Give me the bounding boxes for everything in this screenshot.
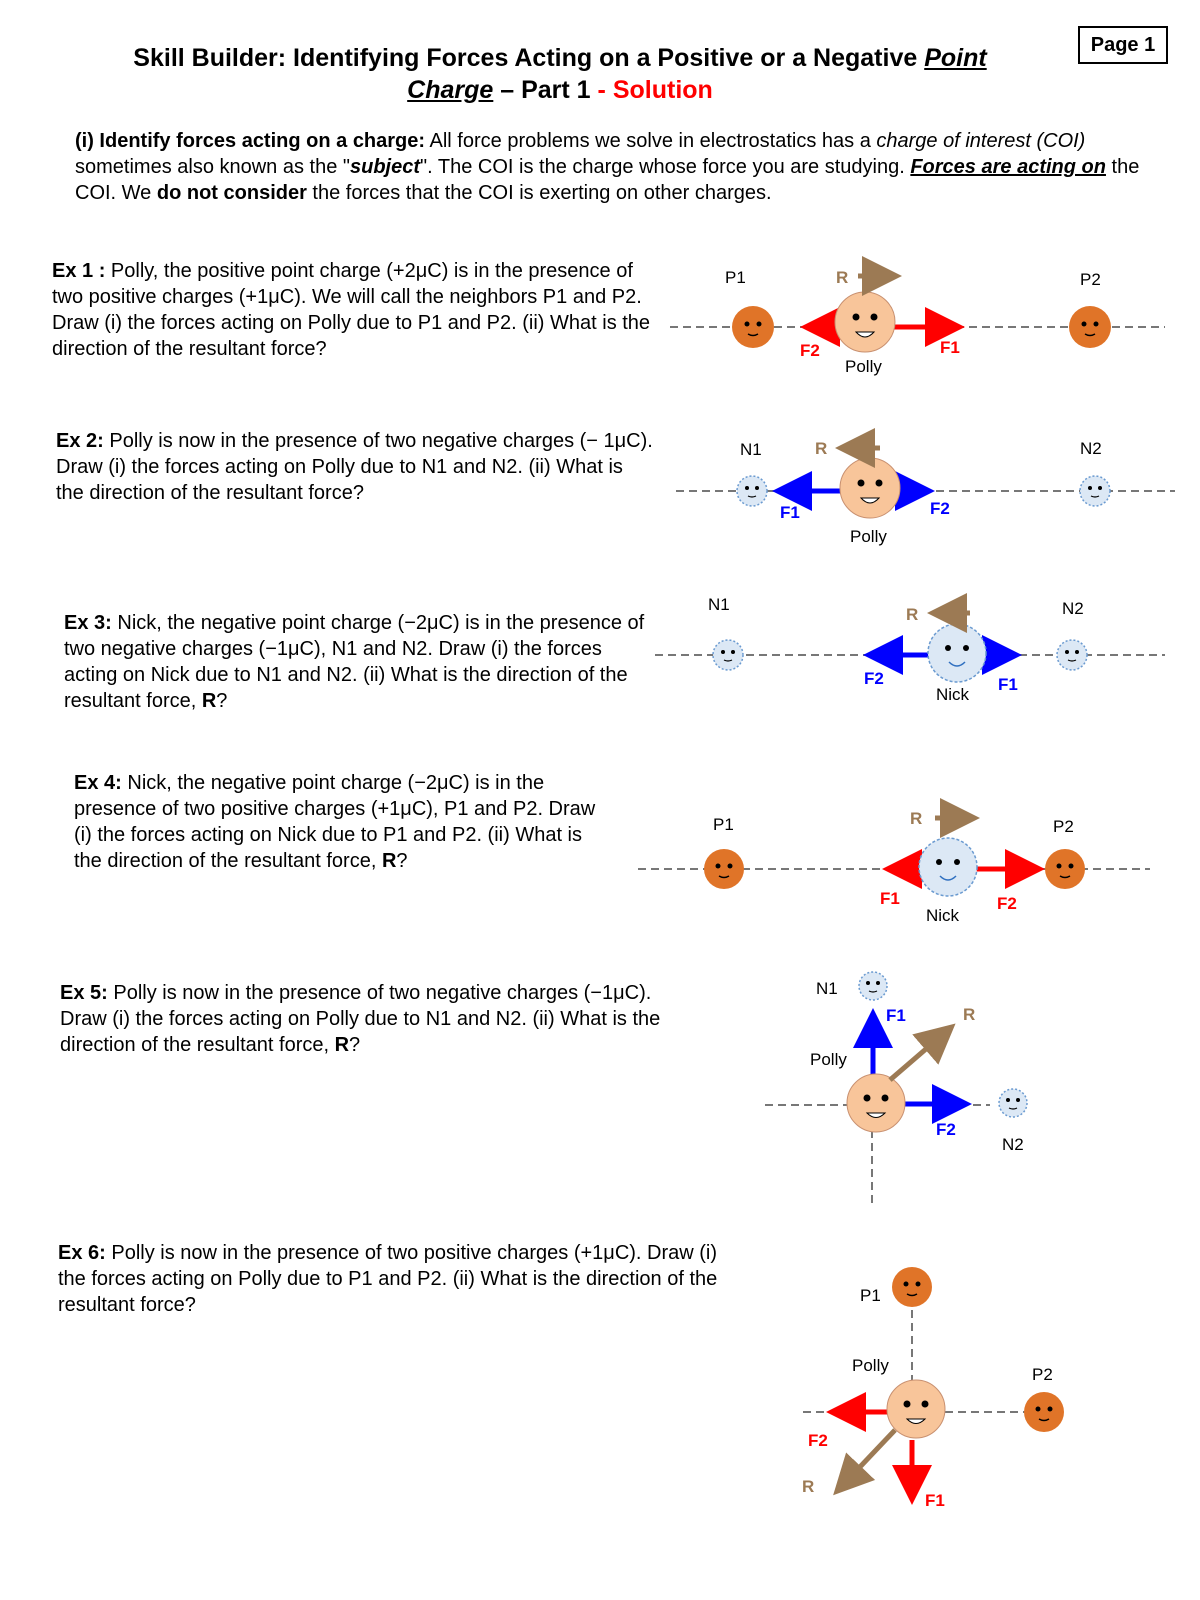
page-number-badge: Page 1 (1078, 26, 1168, 64)
intro-lead: (i) Identify forces acting on a charge: (75, 130, 426, 152)
example-4-tail: ? (396, 850, 408, 872)
example-3-body: Nick, the negative point charge (−2μC) is in the presence of two negative charges (−1μC), N1 and N2. Draw (i) the forces acting on Nick due to N1 and N2. (ii) What is the direction of the resultant force, (64, 612, 645, 712)
p1-label: P1 (860, 1286, 881, 1305)
intro-text-3: sometimes also known as the " (75, 156, 350, 178)
title-charge: Charge (407, 76, 494, 104)
title-part: – Part 1 (493, 76, 598, 104)
figure-ex1 (670, 268, 1165, 376)
intro-text-6: the COI. We (75, 156, 1140, 204)
intro-term-coi: charge of interest (876, 130, 1031, 152)
r-label: R (963, 1005, 976, 1024)
n2-label: N2 (1080, 439, 1102, 458)
n2-charge (1057, 640, 1087, 670)
polly-label: Polly (810, 1050, 847, 1069)
example-4-r: R (381, 850, 397, 872)
intro-term-subject: subject (350, 156, 421, 178)
nick-charge (919, 838, 977, 896)
f1-label: F1 (925, 1491, 945, 1510)
title-solution: Solution (612, 76, 713, 104)
f2-label: F2 (864, 669, 884, 688)
p1-charge (704, 849, 744, 889)
polly-charge (840, 458, 900, 518)
f1-label: F1 (998, 675, 1018, 694)
p2-charge (1069, 306, 1111, 348)
f1-label: F1 (880, 889, 900, 908)
example-4-label: Ex 4: (74, 772, 122, 794)
resultant-arrow (890, 1030, 948, 1080)
p1-label: P1 (713, 815, 734, 834)
n1-label: N1 (740, 440, 762, 459)
r-label: R (906, 605, 919, 624)
title-point: Point (924, 44, 987, 72)
polly-charge (835, 292, 895, 352)
figure-ex2 (676, 439, 1175, 546)
n1-charge (859, 972, 887, 1000)
intro-text-1: All force problems we solve in electrostatics has a (425, 130, 877, 152)
example-3-label: Ex 3: (64, 612, 112, 634)
r-label: R (815, 439, 828, 458)
figure-ex3 (655, 595, 1165, 704)
polly-charge (847, 1074, 905, 1132)
polly-charge (887, 1380, 945, 1438)
r-label: R (802, 1477, 815, 1496)
title-line1: Skill Builder: Identifying Forces Acting on a Positive or a Negative (133, 44, 925, 72)
p2-label: P2 (1080, 270, 1101, 289)
p2-label: P2 (1032, 1365, 1053, 1384)
example-2-body: Polly is now in the presence of two negative charges (− 1μC). Draw (i) the forces acting on Polly due to N1 and N2. (ii) What is the direction of the resultant force? (56, 430, 653, 504)
intro-emphasis-forces: Forces are acting on (910, 156, 1106, 178)
example-1-label: Ex 1 : (52, 260, 106, 282)
polly-label: Polly (850, 527, 887, 546)
resultant-arrow (840, 1430, 895, 1488)
example-5-body: Polly is now in the presence of two negative charges (−1μC). Draw (i) the forces acting on Polly due to N1 and N2. (ii) What is the direction of the resultant force, (60, 982, 661, 1056)
example-5-label: Ex 5: (60, 982, 108, 1004)
intro-term-coi-abbrev: (COI) (1036, 130, 1086, 152)
n1-label: N1 (816, 979, 838, 998)
f2-label: F2 (930, 499, 950, 518)
n2-charge (1080, 476, 1110, 506)
figure-ex4 (638, 809, 1150, 925)
p2-charge (1045, 849, 1085, 889)
intro-text-4: ". The COI is the charge whose force you are studying. (420, 156, 911, 178)
n1-charge (713, 640, 743, 670)
f2-label: F2 (997, 894, 1017, 913)
example-5-tail: ? (349, 1034, 361, 1056)
intro-emphasis-not: do not consider (156, 182, 307, 204)
example-2-label: Ex 2: (56, 430, 104, 452)
example-1-body: Polly, the positive point charge (+2μC) is in the presence of two positive charges (+1μC). We will call the neighbors P1 and P2. Draw (i) the forces acting on Polly due to P1 and P2. (ii) What is the direction of the resultant force? (52, 260, 651, 360)
example-4-body: Nick, the negative point charge (−2μC) is in the presence of two positive charges (+1μC), P1 and P2. Draw (i) the forces acting on Nick due to P1 and P2. (ii) What is the direction of the resultant force, (74, 772, 596, 872)
nick-label: Nick (936, 685, 970, 704)
p2-charge (1024, 1392, 1064, 1432)
nick-label: Nick (926, 906, 960, 925)
example-3-r: R (201, 690, 217, 712)
f1-label: F1 (780, 503, 800, 522)
n1-charge (737, 476, 767, 506)
p1-charge (732, 306, 774, 348)
p2-label: P2 (1053, 817, 1074, 836)
r-label: R (836, 268, 849, 287)
f2-label: F2 (936, 1120, 956, 1139)
p1-label: P1 (725, 268, 746, 287)
figure-ex5 (765, 972, 1027, 1208)
polly-label: Polly (852, 1356, 889, 1375)
example-3-tail: ? (216, 690, 228, 712)
n2-charge (999, 1089, 1027, 1117)
n2-label: N2 (1062, 599, 1084, 618)
polly-label: Polly (845, 357, 882, 376)
r-label: R (910, 809, 923, 828)
example-6-label: Ex 6: (58, 1242, 106, 1264)
f1-label: F1 (886, 1006, 906, 1025)
f2-label: F2 (808, 1431, 828, 1450)
title-dash: - (597, 76, 613, 104)
intro-text-7: the forces that the COI is exerting on other charges. (306, 182, 772, 204)
example-5-r: R (334, 1034, 350, 1056)
figure-ex6 (802, 1267, 1064, 1510)
example-6-body: Polly is now in the presence of two positive charges (+1μC). Draw (i) the forces acting on Polly due to P1 and P2. (ii) What is the direction of the resultant force? (58, 1242, 718, 1316)
f1-label: F1 (940, 338, 960, 357)
n2-label: N2 (1002, 1135, 1024, 1154)
f2-label: F2 (800, 341, 820, 360)
p1-charge (892, 1267, 932, 1307)
nick-charge (928, 624, 986, 682)
n1-label: N1 (708, 595, 730, 614)
